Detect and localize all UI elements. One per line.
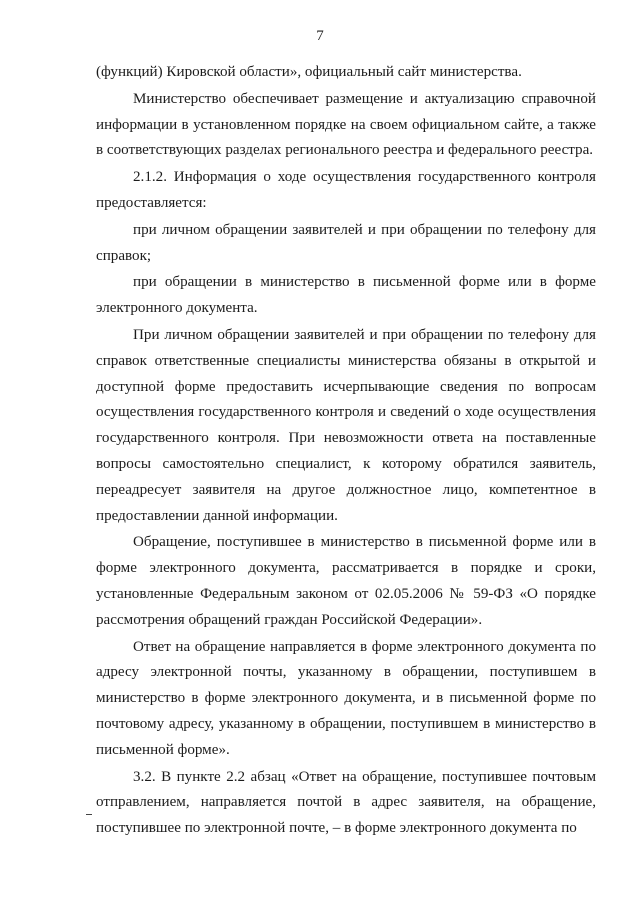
paragraph-9: 3.2. В пункте 2.2 абзац «Ответ на обращение, поступившее почтовым отправлением, направляется почтой в адрес заявителя, на обращение, поступившее по электронной почте, – в форме электронного документа по: [96, 768, 596, 837]
scan-mark: [86, 814, 92, 815]
document-body: [96, 60, 596, 843]
paragraph-1: (функций) Кировской области», официальный сайт министерства.: [96, 64, 522, 80]
page-number: 7: [316, 28, 324, 44]
paragraph-8: Ответ на обращение направляется в форме электронного документа по адресу электронной почты, указанному в обращении, поступившем в министерство в форме электронного документа, и в письменной форме по почтовому адресу, указанному в обращении, поступившем в министерство в письменной форме».: [96, 638, 596, 758]
paragraph-7: Обращение, поступившее в министерство в письменной форме или в форме электронного документа, рассматривается в порядке и сроки, установленные Федеральным законом от 02.05.2006 № 59-ФЗ «О порядке рассмотрения обращений граждан Российской Федерации».: [96, 534, 596, 628]
paragraph-6: При личном обращении заявителей и при обращении по телефону для справок ответственные специалисты министерства обязаны в открытой и доступной форме предоставить исчерпывающие сведения по вопросам осуществления государственного контроля и сведений о ходе осуществления государственного контроля. При невозможности ответа на поставленные вопросы самостоятельно специалист, к которому обратился заявитель, переадресует заявителя на другое должностное лицо, компетентное в предоставлении данной информации.: [96, 326, 596, 524]
paragraph-2: Министерство обеспечивает размещение и актуализацию справочной информации в установленном порядке на своем официальном сайте, а также в соответствующих разделах регионального реестра и федерального реестра.: [96, 90, 596, 159]
paragraph-4: при личном обращении заявителей и при обращении по телефону для справок;: [96, 221, 596, 264]
paragraph-5: при обращении в министерство в письменной форме или в форме электронного документа.: [96, 274, 596, 317]
paragraph-3: 2.1.2. Информация о ходе осуществления государственного контроля предоставляется:: [96, 169, 596, 211]
